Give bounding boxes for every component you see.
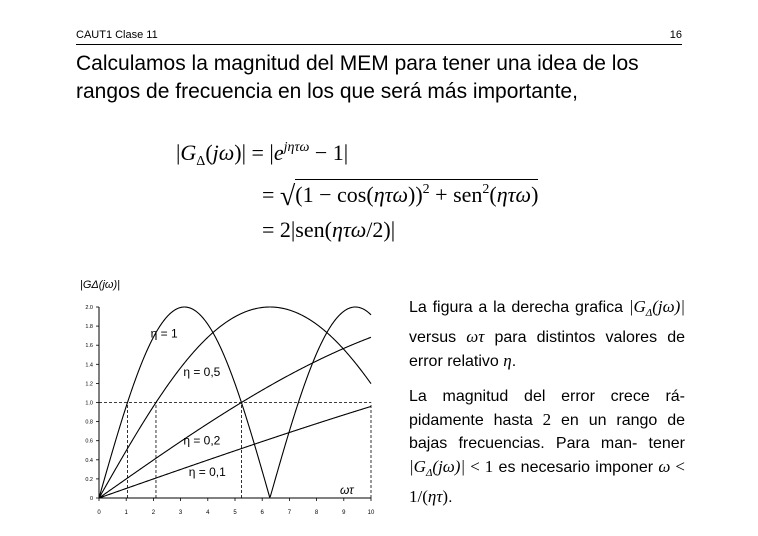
- paragraph-2: La magnitud del error crece rá- pidamente hasta 2 en un rango de bajas frecuencias. Para man- tener $|G_\Delta(j\omega)| < 1$ es necesario imponer ω < 1/(ητ).: [409, 388, 685, 506]
- equation-line-2: = $√(1 - \cos(\eta\tau\omega))^2 + sen^2(\eta\tau\omega)$: [262, 181, 539, 212]
- x-tick-label: 3: [178, 510, 183, 516]
- series-label: η = 0,5: [183, 364, 221, 379]
- series-label: η = 0,2: [183, 433, 221, 448]
- x-tick-label: 4: [206, 510, 210, 516]
- paragraph-text: La figura a la derecha grafica: [409, 299, 624, 316]
- x-tick-label: 10: [367, 510, 375, 516]
- series-label: η = 0,1: [188, 465, 226, 480]
- slide-title: Calculamos la magnitud del MEM para tener una idea de los rangos de frecuencia en los que será más importante,: [76, 52, 639, 103]
- paragraph-text: valores de error relativo: [409, 329, 686, 370]
- x-tick-label: 1: [124, 510, 128, 516]
- omega-bound: ω < 1/(ητ): [409, 457, 685, 506]
- x-tick-label: 8: [314, 510, 319, 516]
- magnitude-inequality: $|G_\Delta(j\omega)| < 1$: [409, 457, 494, 479]
- magnitude-symbol: $|G_\Delta(j\omega)|$: [628, 297, 685, 319]
- x-tick-label: 9: [342, 510, 346, 516]
- y-tick-label: 1.2: [85, 381, 93, 388]
- paragraph-text: pidamente hasta: [409, 412, 533, 429]
- paragraph-text: tener: [648, 435, 685, 452]
- y-tick-label: 1.6: [85, 343, 93, 350]
- page-number: 16: [669, 29, 682, 41]
- x-tick-label: 5: [233, 510, 237, 516]
- y-tick-label: 1.0: [85, 400, 93, 407]
- course-label: CAUT1 Clase 11: [76, 29, 158, 41]
- y-tick-label: 1.4: [85, 362, 93, 369]
- y-tick-label: 0.4: [85, 457, 93, 464]
- chart-xlabel: ωτ: [340, 483, 354, 497]
- y-tick-label: 2.0: [85, 305, 93, 311]
- paragraph-text: es necesario: [498, 459, 591, 476]
- y-tick-label: 0.6: [85, 438, 93, 445]
- header-rule: [76, 44, 682, 45]
- y-tick-label: 0.2: [85, 476, 93, 483]
- eta-symbol: η: [503, 351, 512, 370]
- series-label: η = 1: [150, 326, 178, 341]
- y-tick-label: 0: [89, 496, 93, 502]
- paragraph-text: versus: [409, 329, 457, 346]
- series-line: [99, 337, 371, 498]
- y-tick-label: 0.8: [85, 419, 93, 426]
- two-value: 2: [542, 410, 552, 429]
- chart-ylabel: |GΔ(jω)|: [80, 279, 120, 291]
- omega-tau-symbol: ωτ: [466, 327, 485, 346]
- paragraph-text: para distintos: [494, 329, 596, 346]
- x-tick-label: 0: [97, 510, 101, 516]
- x-tick-label: 7: [287, 510, 292, 516]
- paragraph-1: La figura a la derecha grafica $|G_\Delta(j\omega)|$ versus ωτ para distintos valores de error relativo η.: [409, 297, 686, 370]
- y-tick-label: 1.8: [85, 324, 93, 331]
- series-line: [99, 406, 371, 498]
- equation-line-3: = 2|sen(ητω/2)|: [262, 217, 396, 242]
- x-tick-label: 6: [260, 510, 264, 516]
- paragraph-text: de bajas frecuencias. Para man-: [409, 412, 685, 452]
- paragraph-text: imponer: [595, 459, 654, 476]
- x-tick-label: 2: [151, 510, 156, 516]
- paragraph-text: en un rango: [561, 412, 658, 429]
- magnitude-chart: [72, 272, 392, 522]
- equation-line-1: $|G_\Delta(j\omega)| = |e^{j\eta\tau\omega} - 1|$: [176, 140, 349, 169]
- paragraph-text: La magnitud del error crece rá-: [409, 388, 685, 405]
